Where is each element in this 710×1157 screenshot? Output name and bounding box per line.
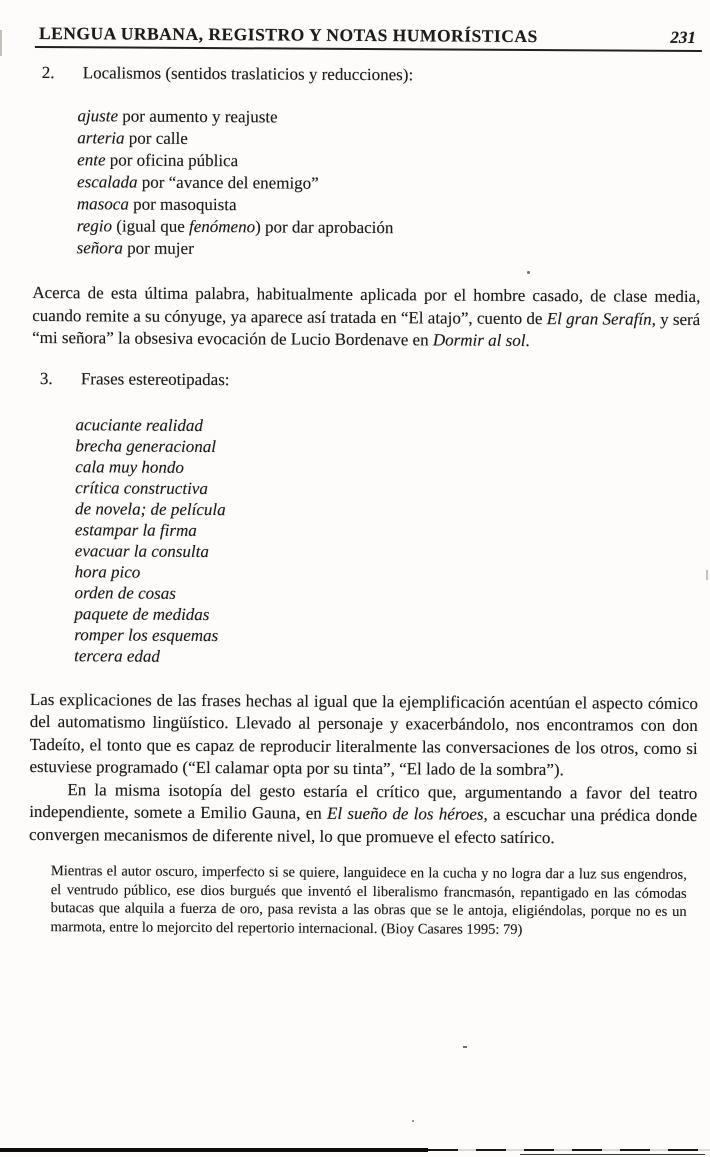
text-run: por “avance del enemigo” xyxy=(137,172,319,193)
term-list-item xyxy=(74,624,698,649)
italic-text-run: escalada xyxy=(77,172,138,192)
text-run: por aumento y reajuste xyxy=(118,106,278,127)
italic-text-run: tercera edad xyxy=(74,645,161,666)
scan-speck xyxy=(463,1046,467,1048)
italic-text-run: hora pico xyxy=(74,561,141,582)
text-run: por masoquista xyxy=(128,194,237,215)
term-list-item xyxy=(77,237,701,263)
paragraph-acerca xyxy=(32,282,700,354)
section-heading-row xyxy=(42,63,702,87)
italic-text-run: masoca xyxy=(76,194,129,214)
text-run: por oficina pública xyxy=(105,150,239,171)
italic-text-run: crítica constructiva xyxy=(75,477,208,498)
section-heading: Localismos (sentidos traslaticios y reducciones): xyxy=(82,63,414,85)
italic-text-run: El gran Serafín xyxy=(546,308,652,329)
section-heading: Frases estereotipadas: xyxy=(80,368,230,389)
text-run: Las explicaciones de las frases hechas al igual que la ejemplificación acentúan el aspecto cómico del automatismo lingüístico. Llevado al personaje y exacerbándolo, nos encontramos con don Tadeíto, el tonto que es capaz de reproducir literalmente las conversaciones de los otros, como si estuviese programado (“El calamar opta por su tinta”, “El lado de la sombra”). xyxy=(29,689,698,780)
bottom-edge-dashes xyxy=(428,1149,710,1152)
italic-text-run: de novela; de película xyxy=(75,498,226,519)
text-run: por calle xyxy=(124,128,188,148)
text-run: Mientras el autor oscuro, imperfecto si se quiere, languidece en la cucha y no logra dar a luz sus engendros, el ventrudo público, ese dios burgués que inventó el liberalismo francmasón, repantigado en las cómodas butacas que alquila a fuerza de oro, pasa revista a las obras que se le antoja, eligiéndolas, porque no es un marmota, entre lo mejorcito del repertorio internacional. (Bioy Casares 1995: 79) xyxy=(50,863,687,939)
term-list-item xyxy=(75,540,699,565)
paragraph-explicaciones xyxy=(29,688,698,782)
localismos-list xyxy=(77,105,702,263)
scan-speck xyxy=(412,1120,414,1122)
scan-speck xyxy=(706,570,708,580)
text-run: por mujer xyxy=(122,238,194,258)
italic-text-run: paquete de medidas xyxy=(74,603,210,624)
text-run: (igual que xyxy=(112,216,190,236)
quote-block xyxy=(50,862,686,941)
italic-text-run: evacuar la consulta xyxy=(74,540,209,561)
bottom-edge-thin-line xyxy=(520,1154,705,1155)
italic-text-run: arteria xyxy=(77,128,125,148)
italic-text-run: acuciante realidad xyxy=(75,414,203,435)
scan-edge-smudge xyxy=(0,30,2,56)
italic-text-run: señora xyxy=(76,238,124,258)
text-run: Acerca de esta última palabra, habitualmente aplicada por el hombre casado, de clase media, cuando remite a su cónyuge, ya aparece así tratada en “El atajo”, cuento de xyxy=(32,282,701,328)
section-heading-row xyxy=(40,369,700,393)
bottom-edge-line xyxy=(0,1148,428,1152)
scan-speck xyxy=(527,271,530,274)
section-localismos xyxy=(33,63,702,263)
text-run: En la misma isotopía del gesto estaría el crítico que, argumentando a favor del teatro independiente, somete a Emilio Gauna, en xyxy=(29,779,698,823)
italic-text-run: ajuste xyxy=(77,106,119,126)
section-number: 2. xyxy=(41,63,55,83)
frases-list xyxy=(74,414,700,670)
section-frases xyxy=(30,368,700,669)
running-head xyxy=(39,23,700,48)
italic-text-run: romper los esquemas xyxy=(74,624,219,645)
text-run: , y será “mi señora” la obsesiva evocación de Lucio Bordenave en xyxy=(32,309,701,350)
italic-text-run: El sueño de los héroes xyxy=(327,803,484,824)
italic-text-run: regio xyxy=(76,216,113,236)
italic-text-run: orden de cosas xyxy=(74,582,176,603)
italic-text-run: ente xyxy=(77,150,106,170)
italic-text-run: Dormir al sol xyxy=(432,330,526,350)
text-run: ) por dar aprobación xyxy=(255,217,394,238)
text-run: , a escuchar una prédica donde convergen mecanismos de diferente nivel, lo que promueve el efecto satírico. xyxy=(29,804,698,847)
term-list-item xyxy=(74,645,698,670)
italic-text-run: fenómeno xyxy=(188,216,256,237)
paragraph-isotopia xyxy=(29,778,697,850)
page-number: 231 xyxy=(670,27,697,48)
page-header-title: LENGUA URBANA, REGISTRO Y NOTAS HUMORÍSTICAS xyxy=(38,22,538,47)
italic-text-run: cala muy hondo xyxy=(75,456,184,477)
italic-text-run: brecha generacional xyxy=(75,435,217,456)
section-number: 3. xyxy=(39,368,53,388)
text-run: . xyxy=(525,330,530,350)
italic-text-run: estampar la firma xyxy=(74,519,197,540)
